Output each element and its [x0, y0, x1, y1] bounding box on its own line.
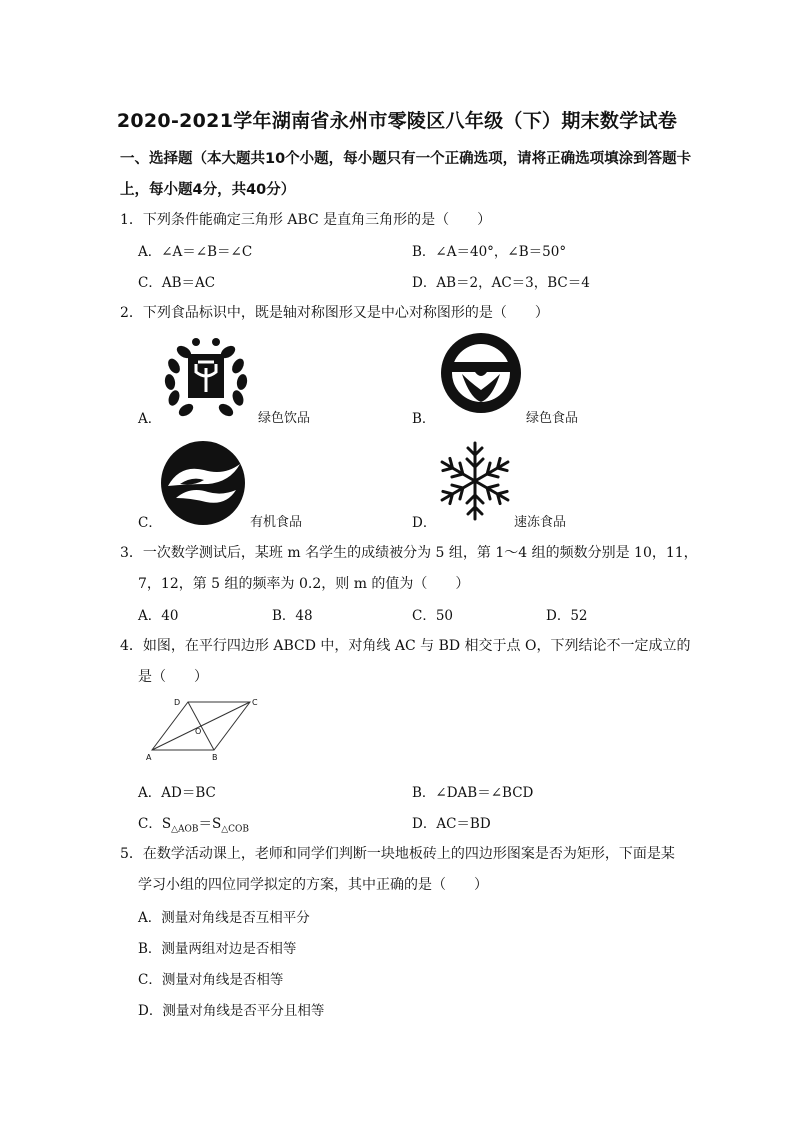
q2-option-b-caption: 绿色食品 — [526, 411, 579, 426]
q2-option-a-letter[interactable]: A． — [138, 411, 162, 427]
q2-option-d-letter[interactable]: D． — [412, 515, 437, 531]
fig-label-o: O — [195, 727, 202, 736]
q4-option-c[interactable] — [138, 812, 249, 835]
green-drink-logo-icon — [160, 332, 252, 420]
fig-label-c: C — [252, 698, 258, 707]
q4-option-c-mid: ＝S — [198, 816, 222, 832]
parallelogram-figure — [142, 694, 270, 764]
q4-stem-line2: 是（ ） — [138, 669, 208, 685]
q1-option-a[interactable]: A．∠A＝∠B＝∠C — [138, 244, 253, 260]
q5-option-a[interactable]: A．测量对角线是否互相平分 — [138, 910, 310, 926]
q5-stem-line1: 5．在数学活动课上，老师和同学们判断一块地板砖上的四边形图案是否为矩形，下面是某 — [120, 846, 675, 862]
q3-stem-line2: 7，12，第 5 组的频率为 0.2，则 m 的值为（ ） — [138, 576, 470, 592]
q1-stem: 1．下列条件能确定三角形 ABC 是直角三角形的是（ ） — [120, 212, 492, 228]
q3-option-a[interactable]: A．40 — [138, 608, 179, 624]
q5-option-d[interactable]: D．测量对角线是否平分且相等 — [138, 1003, 325, 1019]
q3-option-d[interactable]: D．52 — [546, 608, 588, 624]
q4-option-b[interactable]: B．∠DAB＝∠BCD — [412, 785, 534, 801]
q3-option-b[interactable]: B．48 — [272, 608, 313, 624]
section-heading-line1: 一、选择题（本大题共10个小题，每小题只有一个正确选项，请将正确选项填涂到答题卡 — [120, 151, 692, 167]
organic-food-logo-icon — [160, 440, 246, 526]
q3-stem-line1: 3．一次数学测试后，某班 m 名学生的成绩被分为 5 组，第 1～4 组的频数分别是 10，11， — [120, 545, 698, 561]
q4-option-a[interactable]: A．AD＝BC — [138, 785, 216, 801]
q1-option-b[interactable]: B．∠A＝40°，∠B＝50° — [412, 244, 567, 260]
q4-option-c-sub1: △AOB — [171, 824, 199, 835]
fig-label-b: B — [212, 753, 218, 762]
q5-option-c[interactable]: C．测量对角线是否相等 — [138, 972, 284, 988]
q2-option-d-caption: 速冻食品 — [514, 515, 567, 530]
fig-label-d: D — [174, 698, 181, 707]
green-food-logo-icon — [440, 332, 522, 414]
q4-option-c-sub2: △COB — [221, 824, 250, 835]
q4-option-d[interactable]: D．AC＝BD — [412, 816, 491, 832]
q3-option-c[interactable]: C．50 — [412, 608, 454, 624]
q2-stem: 2．下列食品标识中，既是轴对称图形又是中心对称图形的是（ ） — [120, 305, 549, 321]
page-title: 2020-2021学年湖南省永州市零陵区八年级（下）期末数学试卷 — [116, 110, 678, 132]
q2-option-a-caption: 绿色饮品 — [258, 411, 311, 426]
q2-option-c-caption: 有机食品 — [250, 515, 303, 530]
q5-option-b[interactable]: B．测量两组对边是否相等 — [138, 941, 297, 957]
q1-option-c[interactable]: C．AB＝AC — [138, 275, 216, 291]
q1-option-d[interactable]: D．AB＝2，AC＝3，BC＝4 — [412, 275, 590, 291]
q4-option-c-prefix: C．S — [138, 816, 172, 832]
q2-option-c-letter[interactable]: C． — [138, 515, 162, 531]
q4-stem-line1: 4．如图，在平行四边形 ABCD 中，对角线 AC 与 BD 相交于点 O，下列结论不一定成立的 — [120, 638, 691, 654]
snowflake-icon — [436, 440, 514, 522]
q2-option-b-letter[interactable]: B． — [412, 411, 436, 427]
section-heading-line2: 上，每小题4分，共40分） — [120, 182, 296, 198]
q5-stem-line2: 学习小组的四位同学拟定的方案，其中正确的是（ ） — [138, 877, 488, 893]
fig-label-a: A — [146, 753, 152, 762]
